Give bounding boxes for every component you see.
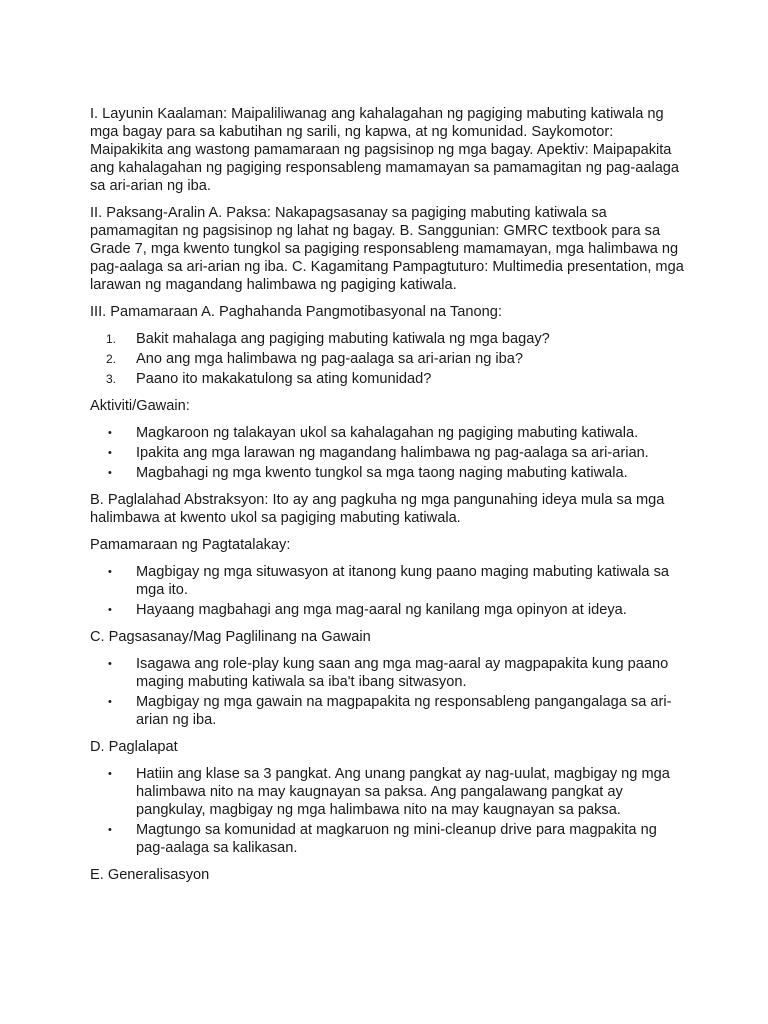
- paragraph-pamamaraan: III. Pamamaraan A. Paghahanda Pangmotibasyonal na Tanong:: [90, 304, 502, 320]
- list-item-text: Hatiin ang klase sa 3 pangkat. Ang unang pangkat ay nag-uulat, magbigay ng mga halimbawa nito na may kaugnayan sa paksa. Ang pangalawang pangkat ay pangkulay, magbigay ng mga halimbawa nito na may kaugnayan sa paksa.: [136, 766, 670, 818]
- list-item-text: Hayaang magbahagi ang mga mag-aaral ng kanilang mga opinyon at ideya.: [136, 602, 627, 618]
- list-item: [90, 693, 690, 729]
- motivation-questions-list: [90, 330, 690, 388]
- bullet-icon: •: [108, 658, 112, 670]
- list-item: [90, 601, 690, 619]
- paragraph-layunin: I. Layunin Kaalaman: Maipaliliwanag ang kahalagahan ng pagiging mabuting katiwala ng mga bagay para sa kabutihan ng sarili, ng kapwa, at ng komunidad. Saykomotor: Maipakikita ang wastong pamamaraan ng pagsisinop ng mga bagay. Apektiv: Maipapakita ang kahalagahan ng pagiging responsableng mamamayan sa pamamagitan ng pag-aalaga sa ari-arian ng iba.: [90, 106, 680, 194]
- bullet-icon: •: [108, 447, 112, 459]
- list-item: [90, 655, 690, 691]
- heading-pagsasanay: C. Pagsasanay/Mag Paglilinang na Gawain: [90, 629, 371, 645]
- list-item-text: Magkaroon ng talakayan ukol sa kahalagahan ng pagiging mabuting katiwala.: [136, 425, 639, 441]
- list-item: [90, 350, 690, 368]
- list-item: [90, 464, 690, 482]
- list-item-text: Bakit mahalaga ang pagiging mabuting katiwala ng mga bagay?: [136, 331, 550, 347]
- list-item: [90, 563, 690, 599]
- heading-paglalapat: D. Paglalapat: [90, 739, 178, 755]
- list-item-text: Ipakita ang mga larawan ng magandang halimbawa ng pag-aalaga sa ari-arian.: [136, 445, 649, 461]
- list-item: [90, 330, 690, 348]
- list-item: [90, 370, 690, 388]
- list-item: [90, 821, 690, 857]
- bullet-icon: •: [108, 696, 112, 708]
- list-item-text: Magbigay ng mga gawain na magpapakita ng responsableng pangangalaga sa ari-arian ng iba.: [136, 694, 672, 728]
- list-number: 3.: [106, 372, 117, 386]
- list-item-text: Magbahagi ng mga kwento tungkol sa mga taong naging mabuting katiwala.: [136, 465, 628, 481]
- list-item-text: Ano ang mga halimbawa ng pag-aalaga sa ari-arian ng iba?: [136, 351, 523, 367]
- bullet-icon: •: [108, 566, 112, 578]
- list-number: 1.: [106, 332, 117, 346]
- list-item: [90, 765, 690, 819]
- pagsasanay-list: [90, 655, 690, 729]
- pagtatalakay-list: [90, 563, 690, 619]
- list-item: [90, 444, 690, 462]
- list-item-text: Magtungo sa komunidad at magkaruon ng mini-cleanup drive para magpakita ng pag-aalaga sa kalikasan.: [136, 822, 657, 856]
- list-item-text: Paano ito makakatulong sa ating komunidad?: [136, 371, 432, 387]
- list-number: 2.: [106, 352, 117, 366]
- heading-generalisasyon: E. Generalisasyon: [90, 867, 210, 883]
- bullet-icon: •: [108, 768, 112, 780]
- bullet-icon: •: [108, 604, 112, 616]
- heading-aktiviti: Aktiviti/Gawain:: [90, 398, 190, 414]
- list-item: [90, 424, 690, 442]
- list-item-text: Isagawa ang role-play kung saan ang mga mag-aaral ay magpapakita kung paano maging mabuting katiwala sa iba't ibang sitwasyon.: [136, 656, 669, 690]
- heading-pagtatalakay: Pamamaraan ng Pagtatalakay:: [90, 537, 291, 553]
- bullet-icon: •: [108, 427, 112, 439]
- bullet-icon: •: [108, 824, 112, 836]
- paragraph-paksang-aralin: II. Paksang-Aralin A. Paksa: Nakapagsasanay sa pagiging mabuting katiwala sa pamamagitan ng pagsisinop ng lahat ng bagay. B. Sanggunian: GMRC textbook para sa Grade 7, mga kwento tungkol sa pagiging responsableng mamamayan, mga halimbawa ng pag-aalaga sa ari-arian ng iba. C. Kagamitang Pampagtuturo: Multimedia presentation, mga larawan ng magandang halimbawa ng pagiging katiwala.: [90, 205, 684, 293]
- aktiviti-list: [90, 424, 690, 482]
- bullet-icon: •: [108, 467, 112, 479]
- paglalapat-list: [90, 765, 690, 857]
- document-page: [90, 105, 690, 893]
- paragraph-paglalahad: B. Paglalahad Abstraksyon: Ito ay ang pagkuha ng mga pangunahing ideya mula sa mga halimbawa at kwento ukol sa pagiging mabuting katiwala.: [90, 492, 665, 526]
- list-item-text: Magbigay ng mga situwasyon at itanong kung paano maging mabuting katiwala sa mga ito.: [136, 564, 670, 598]
